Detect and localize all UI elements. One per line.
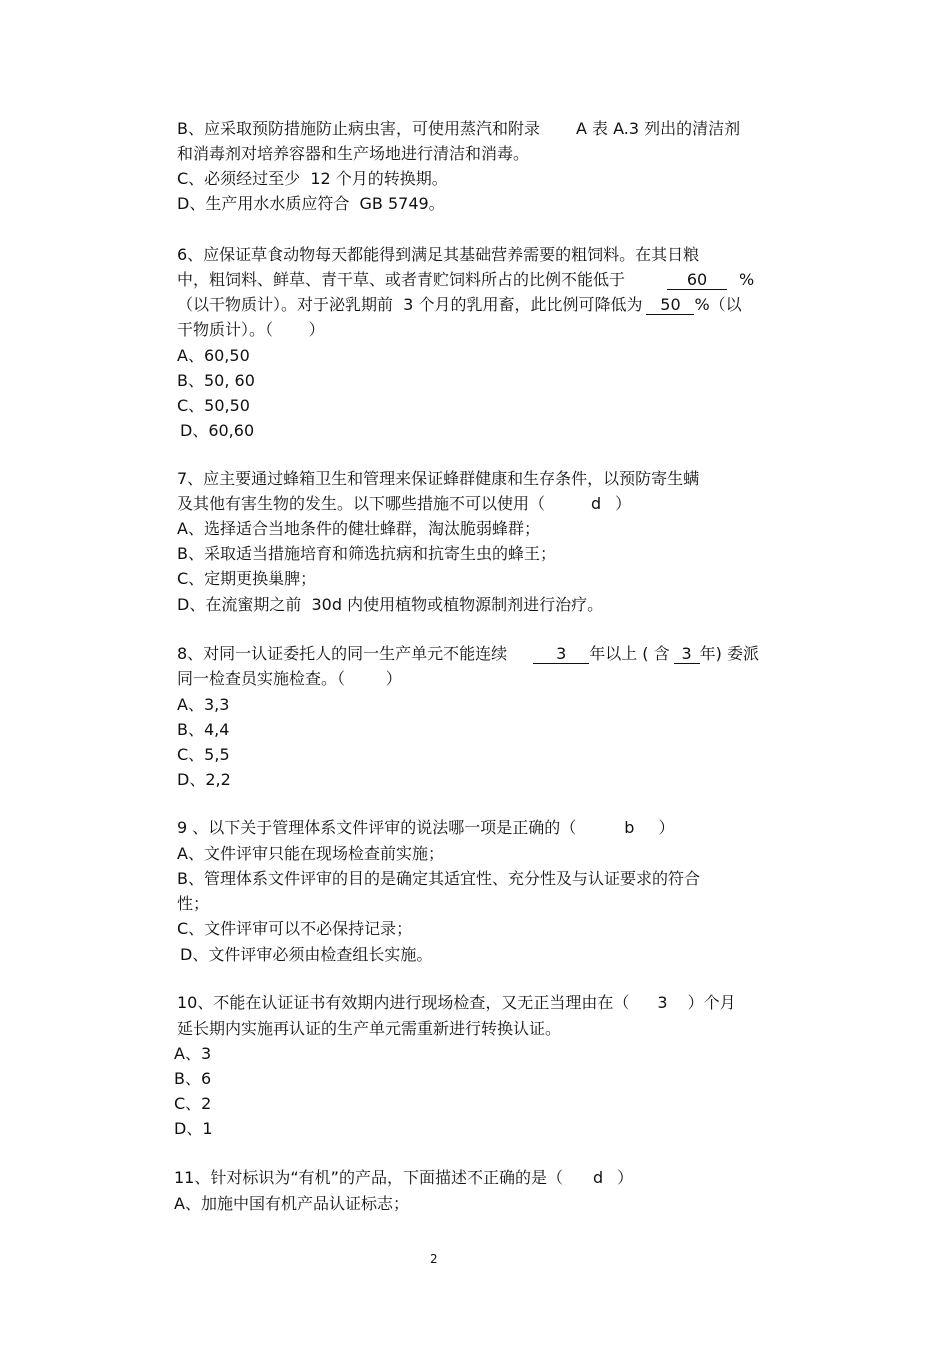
q7-option-d: D、在流蜜期之前 30d 内使用植物或植物源制剂进行治疗。 <box>177 595 604 614</box>
q11-stem <box>174 1167 633 1189</box>
q7-stem-line2 <box>177 493 631 515</box>
q6-percent-2: %（以 <box>694 295 742 314</box>
q10-stem-line1 <box>177 992 736 1014</box>
q7-option-b: B、采取适当措施培育和筛选抗病和抗寄生虫的蜂王； <box>177 544 556 563</box>
q6-stem-line4: 干物质计）。（ ） <box>177 320 325 339</box>
q10-option-a: A、3 <box>174 1044 212 1063</box>
q9-stem <box>177 817 674 839</box>
q8-option-b: B、4,4 <box>177 720 230 739</box>
q6-blank-1: 60 <box>667 271 727 290</box>
q6-stem-line3-text: （以干物质计）。对于泌乳期前 3 个月的乳用畜，此比例可降低为 <box>177 295 643 314</box>
q5-option-b-line1 <box>177 118 740 140</box>
q7-stem-line1: 7、应主要通过蜂箱卫生和管理来保证蜂群健康和生存条件，以预防寄生螨 <box>177 469 700 488</box>
q9-stem-text: 9 、以下关于管理体系文件评审的说法哪一项是正确的（ <box>177 818 577 837</box>
q5-option-b-line2: 和消毒剂对培养容器和生产场地进行清洁和消毒。 <box>177 144 530 163</box>
q10-answer: 3 <box>657 993 668 1012</box>
q11-stem-text: 11、针对标识为“有机”的产品，下面描述不正确的是（ <box>174 1168 563 1187</box>
q6-blank-2: 50 <box>646 296 694 315</box>
q6-option-c: C、50,50 <box>177 396 250 415</box>
q10-option-d: D、1 <box>174 1119 213 1138</box>
q9-option-c: C、文件评审可以不必保持记录； <box>177 919 413 938</box>
q10-stem-text: 10、不能在认证证书有效期内进行现场检查，又无正当理由在（ <box>177 993 630 1012</box>
q10-stem-line2: 延长期内实施再认证的生产单元需重新进行转换认证。 <box>177 1019 562 1038</box>
q5-option-c: C、必须经过至少 12 个月的转换期。 <box>177 169 448 188</box>
q8-stem-mid: 年以上 ( 含 <box>589 644 670 663</box>
q8-option-a: A、3,3 <box>177 695 230 714</box>
q6-stem-line2-text: 中，粗饲料、鲜草、青干草、或者青贮饲料所占的比例不能低于 <box>177 270 626 289</box>
q8-stem-line1-text: 8、对同一认证委托人的同一生产单元不能连续 <box>177 644 508 663</box>
q10-stem-end: ）个月 <box>687 993 736 1012</box>
q9-option-d: D、文件评审必须由检查组长实施。 <box>180 945 433 964</box>
q6-stem-line1: 6、应保证草食动物每天都能得到满足其基础营养需要的粗饲料。在其日粮 <box>177 245 700 264</box>
q9-option-b-line1: B、管理体系文件评审的目的是确定其适宜性、充分性及与认证要求的符合 <box>177 869 700 888</box>
q6-stem-line2 <box>177 269 754 291</box>
q6-option-b: B、50, 60 <box>177 371 255 390</box>
q10-option-b: B、6 <box>174 1069 212 1088</box>
q6-option-a: A、60,50 <box>177 346 250 365</box>
q6-option-d: D、60,60 <box>180 421 255 440</box>
q8-stem-line1 <box>177 643 759 665</box>
q5-option-b-text-b: A 表 A.3 列出的清洁剂 <box>575 119 741 138</box>
q8-stem-line2: 同一检查员实施检查。（ ） <box>177 669 402 688</box>
q11-answer: d <box>592 1168 604 1187</box>
q11-option-a: A、加施中国有机产品认证标志； <box>174 1194 409 1213</box>
q11-close-paren: ） <box>617 1168 634 1187</box>
q7-stem-line2-text: 及其他有害生物的发生。以下哪些措施不可以使用（ <box>177 494 546 513</box>
q9-answer: b <box>624 818 635 837</box>
q5-option-d: D、生产用水水质应符合 GB 5749。 <box>177 194 445 213</box>
q9-option-b-line2: 性； <box>177 894 210 913</box>
q8-blank-1: 3 <box>533 645 589 664</box>
q5-option-b-text-a: B、应采取预防措施防止病虫害，可使用蒸汽和附录 <box>177 119 540 138</box>
q6-stem-line3 <box>177 294 742 316</box>
q9-close-paren: ） <box>658 818 675 837</box>
q6-percent-1: % <box>739 270 755 289</box>
q8-blank-2: 3 <box>674 645 700 664</box>
q8-option-d: D、2,2 <box>177 770 231 789</box>
q7-close-paren: ） <box>615 494 632 513</box>
q7-option-c: C、定期更换巢脾； <box>177 569 317 588</box>
q8-stem-end: 年) 委派 <box>699 644 759 663</box>
page-number: 2 <box>430 1252 438 1266</box>
q9-option-a: A、文件评审只能在现场检查前实施； <box>177 844 444 863</box>
q7-answer: d <box>591 494 602 513</box>
q8-option-c: C、5,5 <box>177 745 230 764</box>
q7-option-a: A、选择适合当地条件的健壮蜂群，淘汰脆弱蜂群； <box>177 519 540 538</box>
q10-option-c: C、2 <box>174 1094 212 1113</box>
